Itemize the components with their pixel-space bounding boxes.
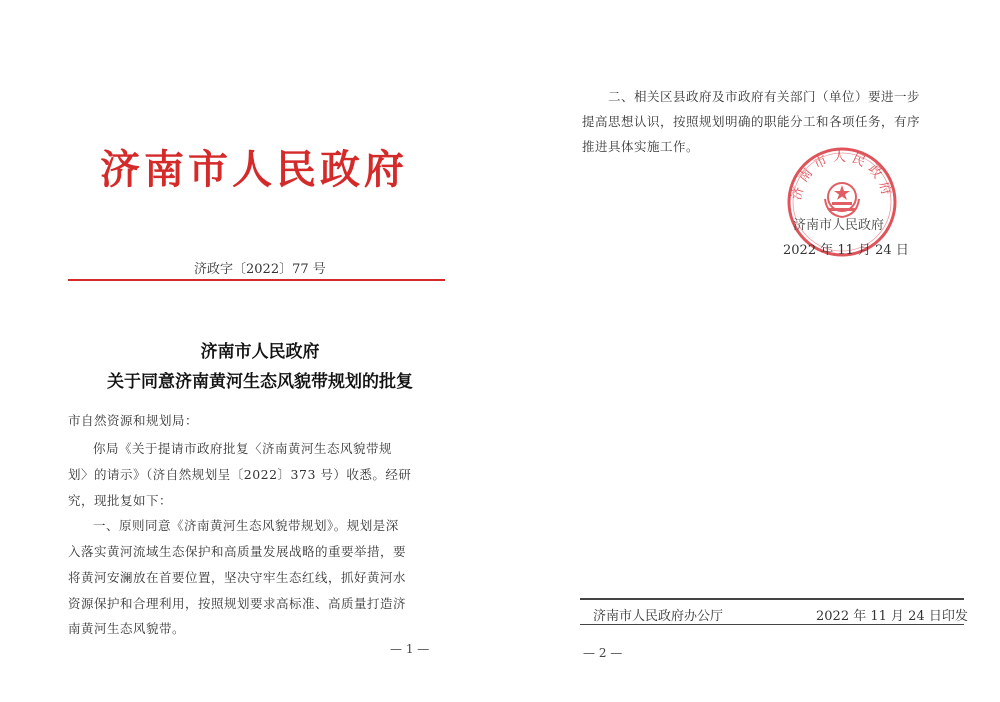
body-line: 你局《关于提请市政府批复〈济南黄河生态风貌带规 bbox=[93, 441, 393, 456]
document-header-organization: 济南市人民政府 bbox=[100, 146, 408, 193]
svg-text:济南市人民政府: 济南市人民政府 bbox=[789, 150, 895, 202]
document-title-line-1: 济南市人民政府 bbox=[200, 342, 320, 362]
body-line: 入落实黄河流域生态保护和高质量发展战略的重要举措，要 bbox=[68, 544, 407, 559]
footer-rule-bottom bbox=[580, 624, 964, 625]
body-line: 一、原则同意《济南黄河生态风貌带规划》。规划是深 bbox=[93, 518, 399, 533]
body-line: 划〉的请示》（济自然规划呈〔2022〕373 号）收悉。经研 bbox=[68, 467, 412, 482]
document-title-line-2: 关于同意济南黄河生态风貌带规划的批复 bbox=[107, 372, 413, 392]
body-line: 推进具体实施工作。 bbox=[582, 139, 700, 154]
body-line: 二、相关区县政府及市政府有关部门（单位）要进一步 bbox=[608, 89, 921, 104]
page-number: — 2 — bbox=[583, 646, 623, 660]
body-line: 将黄河安澜放在首要位置，坚决守牢生态红线，抓好黄河水 bbox=[68, 570, 407, 585]
page-2 bbox=[500, 0, 1000, 702]
document-number: 济政字〔2022〕77 号 bbox=[194, 262, 326, 277]
footer-issuer: 济南市人民政府办公厅 bbox=[593, 609, 724, 624]
body-line: 提高思想认识，按照规划明确的职能分工和各项任务，有序 bbox=[582, 114, 921, 129]
page-number: — 1 — bbox=[390, 642, 430, 656]
red-separator-rule bbox=[68, 279, 445, 281]
body-line: 究，现批复如下： bbox=[68, 493, 173, 508]
body-line: 南黄河生态风貌带。 bbox=[68, 621, 186, 636]
footer-issue-date: 2022 年 11 月 24 日印发 bbox=[816, 609, 968, 624]
footer-rule-top bbox=[580, 598, 964, 600]
salutation: 市自然资源和规划局： bbox=[68, 413, 199, 428]
body-line: 资源保护和合理利用，按照规划要求高标准、高质量打造济 bbox=[68, 596, 407, 611]
signing-date: 2022 年 11 月 24 日 bbox=[783, 243, 909, 258]
signer-organization: 济南市人民政府 bbox=[793, 218, 885, 233]
